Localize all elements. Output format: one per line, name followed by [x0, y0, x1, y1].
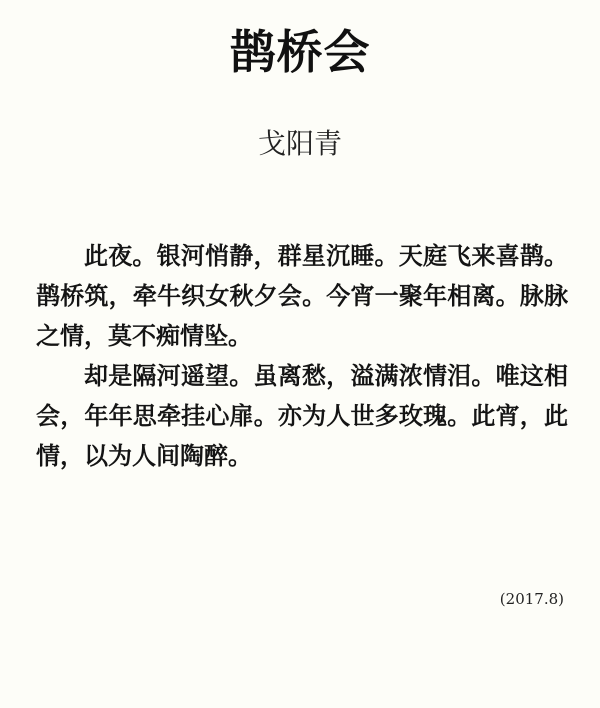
poem-author: 戈阳青	[257, 127, 342, 160]
poem-paragraph-1: 此夜。银河悄静，群星沉睡。天庭飞来喜鹊。鹊桥筑，牵牛织女秋夕会。今宵一聚年相离。脉脉之情，莫不痴情坠。	[36, 241, 568, 350]
poem-body	[36, 236, 568, 476]
poem-paragraph-2: 却是隔河遥望。虽离愁，溢满浓情泪。唯这相会，年年思牵挂心扉。亦为人世多玫瑰。此宵，此情，以为人间陶醉。	[36, 361, 568, 470]
poem-title: 鹊桥会	[229, 25, 371, 79]
poem-date: (2017.8)	[499, 590, 564, 608]
